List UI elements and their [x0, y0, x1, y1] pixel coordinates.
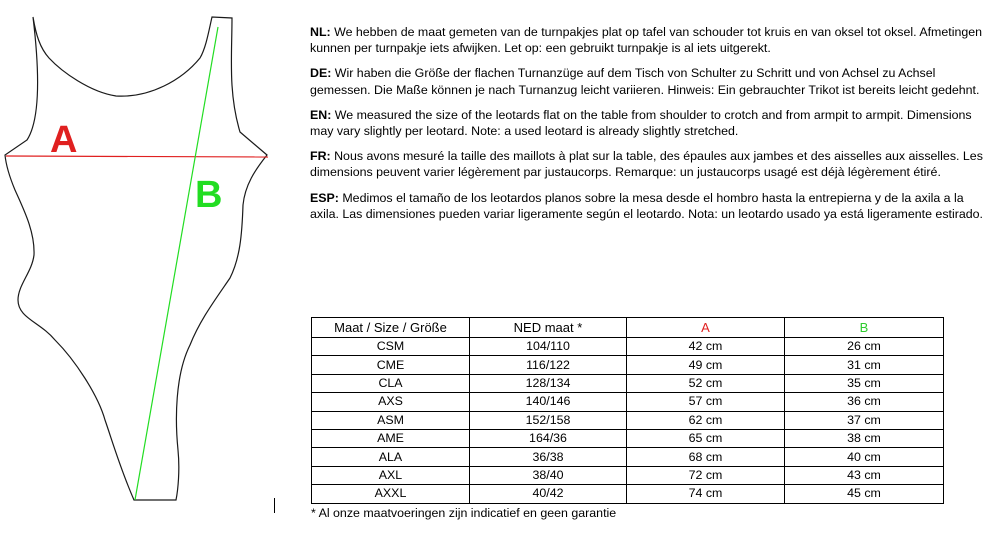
- paragraph-fr: FR: Nous avons mesuré la taille des maillots à plat sur la table, des épaules aux jambes et des aisselles aux aisselles. Les dimensions peuvent varier légèrement par justaucorps. Remarque: un justaucorps usagé est déjà légèrement étiré.: [310, 149, 983, 180]
- header-ned-size: NED maat *: [470, 318, 627, 338]
- table-row: [312, 393, 944, 411]
- paragraph-en: EN: We measured the size of the leotards flat on the table from shoulder to crotch and from armpit to armpit. Dimensions may vary slightly per leotard. Note: a used leotard is already slightly stretched.: [310, 107, 972, 139]
- table-row: [312, 411, 944, 429]
- leotard-diagram: [0, 0, 290, 534]
- header-a: A: [627, 318, 785, 338]
- cell-size: ALA: [312, 448, 470, 466]
- cell-b: 45 cm: [785, 485, 944, 503]
- cell-b: 43 cm: [785, 466, 944, 484]
- footnote: * Al onze maatvoeringen zijn indicatief en geen garantie: [311, 506, 617, 520]
- cell-a: 74 cm: [627, 485, 785, 503]
- cell-ned-size: 116/122: [470, 356, 627, 374]
- cell-a: 49 cm: [627, 356, 785, 374]
- cell-b: 36 cm: [785, 393, 944, 411]
- label-a: A: [50, 119, 78, 161]
- cell-ned-size: 140/146: [470, 393, 627, 411]
- measure-line-a: [6, 156, 268, 157]
- paragraph-nl: NL: We hebben de maat gemeten van de turnpakjes plat op tafel van schouder tot kruis en van oksel tot oksel. Afmetingen kunnen per turnpakje iets afwijken. Let op: een gebruikt turnpakje is al iets uitgerekt.: [310, 25, 983, 56]
- cell-ned-size: 152/158: [470, 411, 627, 429]
- cell-b: 26 cm: [785, 338, 944, 356]
- cell-a: 62 cm: [627, 411, 785, 429]
- cell-size: AXS: [312, 393, 470, 411]
- cell-a: 68 cm: [627, 448, 785, 466]
- table-row: [312, 429, 944, 447]
- cell-b: 38 cm: [785, 429, 944, 447]
- cell-ned-size: 40/42: [470, 485, 627, 503]
- table-row: [312, 356, 944, 374]
- table-row: [312, 338, 944, 356]
- label-b: B: [195, 174, 223, 216]
- table-row: [312, 466, 944, 484]
- cell-ned-size: 164/36: [470, 429, 627, 447]
- cell-a: 52 cm: [627, 374, 785, 392]
- leotard-outline: [5, 17, 267, 500]
- cell-b: 35 cm: [785, 374, 944, 392]
- cell-b: 31 cm: [785, 356, 944, 374]
- cell-a: 42 cm: [627, 338, 785, 356]
- cell-ned-size: 36/38: [470, 448, 627, 466]
- header-b: B: [785, 318, 944, 338]
- table-row: [312, 374, 944, 392]
- cell-size: CME: [312, 356, 470, 374]
- table-header-row: [312, 318, 944, 338]
- cell-ned-size: 38/40: [470, 466, 627, 484]
- header-size: Maat / Size / Größe: [312, 318, 470, 338]
- text-cursor: [274, 498, 275, 513]
- cell-ned-size: 104/110: [470, 338, 627, 356]
- cell-a: 57 cm: [627, 393, 785, 411]
- cell-ned-size: 128/134: [470, 374, 627, 392]
- cell-size: AXL: [312, 466, 470, 484]
- cell-size: AME: [312, 429, 470, 447]
- cell-size: CLA: [312, 374, 470, 392]
- table-row: [312, 485, 944, 503]
- paragraph-de: DE: Wir haben die Größe der flachen Turnanzüge auf dem Tisch von Schulter zu Schritt und von Achsel zu Achsel gemessen. Die Maße können je nach Turnanzug leicht variieren. Hinweis: Ein gebrauchter Trikot ist bereits leicht gedehnt.: [310, 66, 980, 97]
- size-table: [311, 317, 944, 504]
- cell-b: 37 cm: [785, 411, 944, 429]
- description-block: [310, 24, 994, 231]
- table-row: [312, 448, 944, 466]
- cell-a: 72 cm: [627, 466, 785, 484]
- paragraph-esp: ESP: Medimos el tamaño de los leotardos planos sobre la mesa desde el hombro hasta la entrepierna y de la axila a la axila. Las dimensiones pueden variar ligeramente según el leotardo. Nota: un leotardo usado ya está ligeramente estirado.: [310, 190, 983, 221]
- cell-size: AXXL: [312, 485, 470, 503]
- cell-size: ASM: [312, 411, 470, 429]
- cell-size: CSM: [312, 338, 470, 356]
- cell-b: 40 cm: [785, 448, 944, 466]
- cell-a: 65 cm: [627, 429, 785, 447]
